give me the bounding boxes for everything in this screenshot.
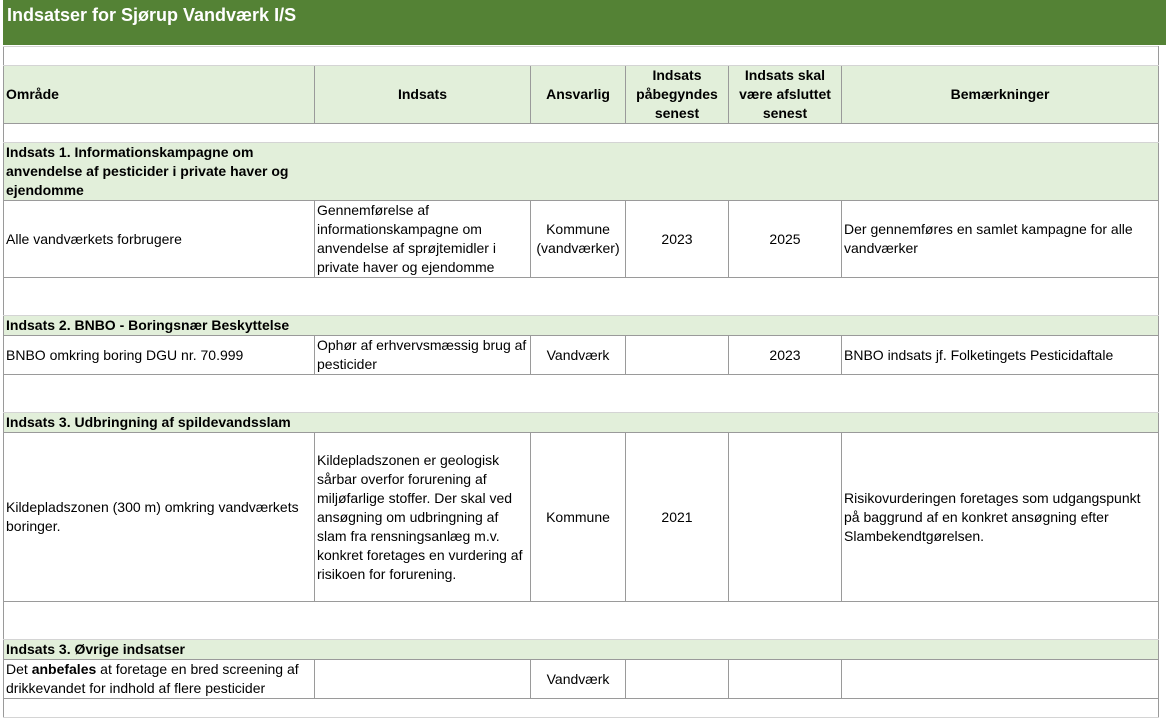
empty-row[interactable] xyxy=(4,47,1159,66)
cell-paabegyndes[interactable] xyxy=(626,660,729,699)
cell-indsats[interactable]: Gennemførelse af informationskampagne om anvendelse af sprøjtemidler i private haver og ejendomme xyxy=(315,201,531,278)
empty-row[interactable] xyxy=(4,278,1159,316)
cell-text: at foretage en bred screening af drikkevandet for indhold af flere pesticider xyxy=(6,661,299,696)
cell-afsluttet[interactable]: 2023 xyxy=(729,336,842,375)
table-row xyxy=(4,336,1159,375)
title-bar xyxy=(3,0,1166,45)
empty-row[interactable] xyxy=(4,602,1159,640)
cell-omraade[interactable]: Kildepladszonen (300 m) omkring vandværkets boringer. xyxy=(4,433,315,602)
page-title: Indsatser for Sjørup Vandværk I/S xyxy=(7,5,297,25)
section-heading-3[interactable]: Indsats 3. Udbringning af spildevandsslam xyxy=(4,413,1159,433)
cell-indsats[interactable] xyxy=(315,660,531,699)
cell-paabegyndes[interactable]: 2023 xyxy=(626,201,729,278)
cell-bemaerkninger[interactable]: Risikovurderingen foretages som udgangspunkt på baggrund af en konkret ansøgning efter Slambekendtgørelsen. xyxy=(842,433,1159,602)
spreadsheet-table xyxy=(3,46,1159,718)
section-heading-2[interactable]: Indsats 2. BNBO - Boringsnær Beskyttelse xyxy=(4,316,1159,336)
table-row xyxy=(4,201,1159,278)
cell-paabegyndes[interactable] xyxy=(626,336,729,375)
cell-ansvarlig[interactable]: Vandværk xyxy=(531,660,626,699)
table-row xyxy=(4,660,1159,699)
header-bemaerkninger[interactable]: Bemærkninger xyxy=(842,66,1159,124)
cell-bemaerkninger[interactable]: Der gennemføres en samlet kampagne for alle vandværker xyxy=(842,201,1159,278)
cell-afsluttet[interactable] xyxy=(729,433,842,602)
header-afsluttet[interactable]: Indsats skal være afsluttet senest xyxy=(729,66,842,124)
section-heading-text: Indsats 1. Informationskampagne om anvendelse af pesticider i private haver og ejendomme xyxy=(6,144,289,198)
cell-omraade[interactable]: Alle vandværkets forbrugere xyxy=(4,201,315,278)
cell-bemaerkninger[interactable] xyxy=(842,660,1159,699)
cell-bemaerkninger[interactable]: BNBO indsats jf. Folketingets Pesticidaftale xyxy=(842,336,1159,375)
cell-afsluttet[interactable] xyxy=(729,660,842,699)
cell-paabegyndes[interactable]: 2021 xyxy=(626,433,729,602)
section-heading-1[interactable] xyxy=(4,143,1159,201)
cell-indsats[interactable]: Ophør af erhvervsmæssig brug af pesticider xyxy=(315,336,531,375)
cell-omraade[interactable] xyxy=(4,660,315,699)
header-paabegyndes[interactable]: Indsats påbegyndes senest xyxy=(626,66,729,124)
empty-row[interactable] xyxy=(4,699,1159,718)
cell-text-bold: anbefales xyxy=(31,661,97,677)
table-row xyxy=(4,433,1159,602)
cell-ansvarlig[interactable]: Kommune (vandværker) xyxy=(531,201,626,278)
header-row xyxy=(4,66,1159,124)
header-ansvarlig[interactable]: Ansvarlig xyxy=(531,66,626,124)
cell-text: Det xyxy=(6,661,32,677)
section-heading-4[interactable]: Indsats 3. Øvrige indsatser xyxy=(4,640,1159,660)
empty-row[interactable] xyxy=(4,375,1159,413)
cell-ansvarlig[interactable]: Kommune xyxy=(531,433,626,602)
header-indsats[interactable]: Indsats xyxy=(315,66,531,124)
cell-indsats[interactable]: Kildepladszonen er geologisk sårbar overfor forurening af miljøfarlige stoffer. Der skal ved ansøgning om udbringning af slam fra rensningsanlæg m.v. konkret foretages en vurdering af risikoen for forurening. xyxy=(315,433,531,602)
cell-afsluttet[interactable]: 2025 xyxy=(729,201,842,278)
empty-row[interactable] xyxy=(4,124,1159,143)
header-omraade[interactable]: Område xyxy=(4,66,315,124)
cell-ansvarlig[interactable]: Vandværk xyxy=(531,336,626,375)
cell-omraade[interactable]: BNBO omkring boring DGU nr. 70.999 xyxy=(4,336,315,375)
